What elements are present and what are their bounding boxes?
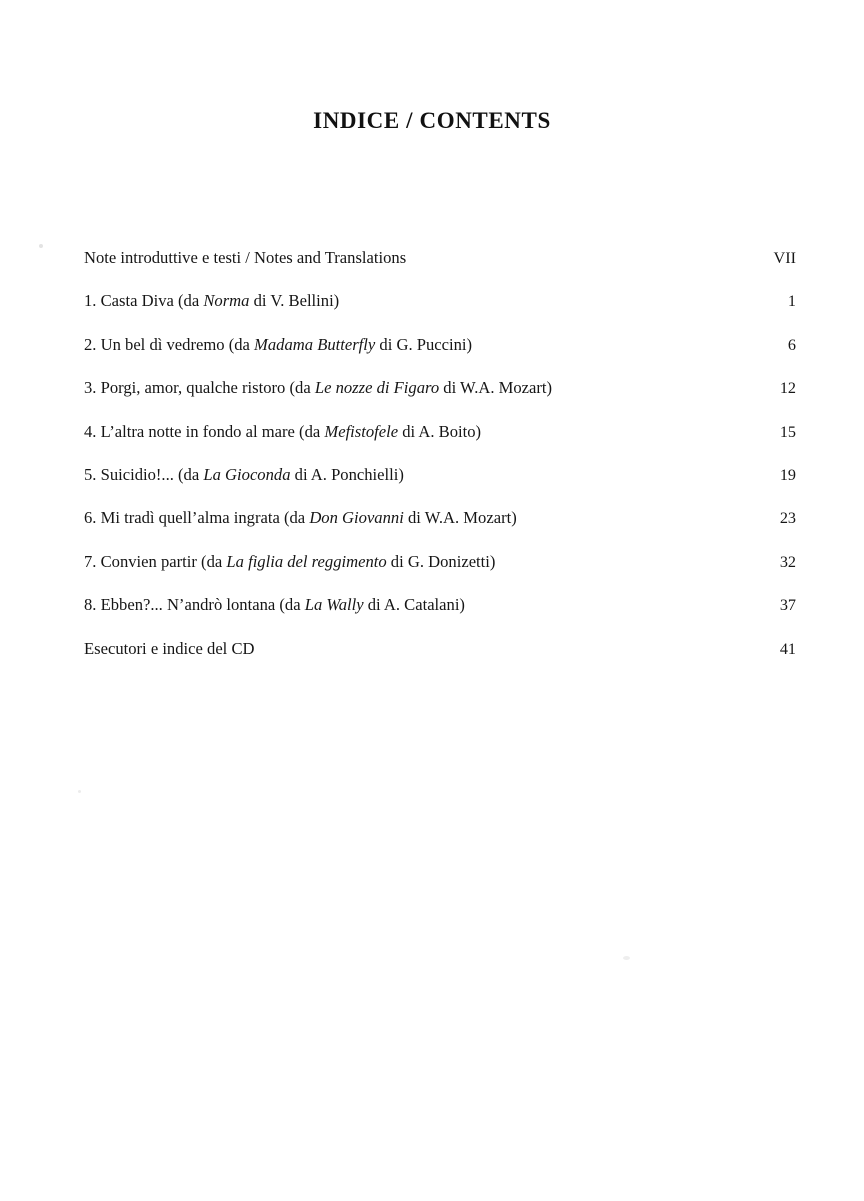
toc-entry-text-before: 6. Mi tradì quell’alma ingrata (da [84, 508, 310, 528]
toc-entry-page-number: 15 [779, 422, 796, 441]
table-of-contents-list [84, 246, 796, 680]
toc-entry-label [84, 593, 465, 617]
toc-entry-page-number: 41 [779, 639, 796, 658]
scan-speck [39, 244, 43, 248]
toc-entry[interactable] [84, 637, 796, 680]
toc-entry-work-title: Don Giovanni [309, 508, 404, 528]
toc-entry-text-before: 8. Ebben?... N’andrò lontana (da [84, 595, 305, 615]
toc-entry-label [84, 637, 255, 661]
toc-entry-page-number: 23 [779, 509, 796, 528]
toc-entry-work-title: La figlia del reggimento [226, 551, 387, 571]
toc-entry[interactable] [84, 550, 796, 593]
toc-entry-label [84, 376, 552, 400]
toc-entry-label [84, 550, 495, 574]
toc-entry-page-number: VII [773, 249, 796, 267]
toc-entry-label [84, 506, 517, 530]
toc-entry[interactable] [84, 376, 796, 419]
toc-entry-text-before: Esecutori e indice del CD [84, 638, 255, 658]
toc-entry[interactable] [84, 506, 796, 549]
toc-entry-text-before: 1. Casta Diva (da [84, 291, 204, 311]
toc-entry-page-number: 12 [779, 379, 796, 398]
toc-entry-label [84, 463, 404, 487]
toc-entry-text-after: di G. Donizetti) [386, 551, 496, 571]
toc-entry[interactable] [84, 289, 796, 332]
toc-entry-text-after: di V. Bellini) [249, 291, 340, 311]
toc-entry-label [84, 289, 339, 313]
toc-entry-text-after: di W.A. Mozart) [403, 508, 517, 528]
toc-entry-label [84, 420, 481, 444]
toc-entry-text-before: 4. L’altra notte in fondo al mare (da [84, 421, 325, 441]
toc-entry-text-after: di W.A. Mozart) [439, 378, 553, 398]
toc-entry[interactable] [84, 246, 796, 289]
toc-entry[interactable] [84, 333, 796, 376]
toc-entry-work-title: Mefistofele [324, 421, 399, 441]
toc-entry-page-number: 1 [787, 292, 796, 311]
toc-entry-text-after: di A. Ponchielli) [290, 464, 404, 484]
toc-entry[interactable] [84, 463, 796, 506]
toc-entry-work-title: La Wally [304, 595, 364, 615]
toc-entry-label [84, 246, 406, 270]
toc-entry-page-number: 19 [779, 465, 796, 484]
toc-entry-text-before: 2. Un bel dì vedremo (da [84, 334, 255, 354]
page-title: INDICE / CONTENTS [313, 108, 551, 133]
toc-entry-label [84, 333, 472, 357]
toc-entry-text-after: di A. Catalani) [363, 595, 465, 615]
toc-entry-work-title: Norma [203, 291, 250, 311]
toc-entry-text-after: di A. Boito) [398, 421, 482, 441]
toc-entry-text-after: di G. Puccini) [375, 334, 473, 354]
toc-entry-text-before: 3. Porgi, amor, qualche ristoro (da [84, 378, 315, 398]
toc-entry-work-title: Madama Butterfly [254, 334, 376, 354]
toc-entry-page-number: 6 [787, 335, 796, 354]
toc-entry-text-before: 7. Convien partir (da [84, 551, 227, 571]
toc-entry-work-title: La Gioconda [203, 464, 291, 484]
toc-entry-text-before: 5. Suicidio!... (da [84, 464, 204, 484]
toc-entry[interactable] [84, 593, 796, 636]
toc-entry-text-before: Note introduttive e testi / Notes and Translations [84, 248, 407, 267]
toc-entry[interactable] [84, 420, 796, 463]
toc-entry-page-number: 32 [779, 552, 796, 571]
scan-speck [78, 790, 81, 793]
scan-speck [623, 956, 630, 960]
toc-entry-page-number: 37 [779, 596, 796, 615]
toc-entry-work-title: Le nozze di Figaro [314, 378, 440, 398]
